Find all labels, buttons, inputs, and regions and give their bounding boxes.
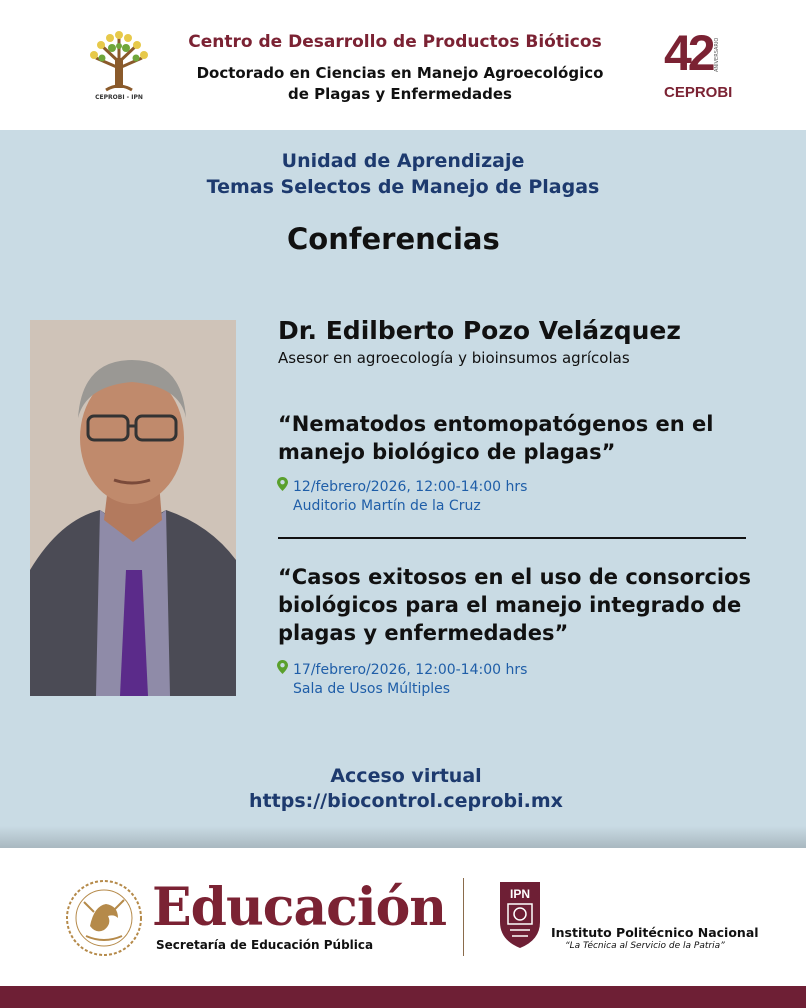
course-type: Unidad de Aprendizaje <box>281 150 525 172</box>
ceprobi-tree-logo <box>82 28 156 94</box>
virtual-access-link[interactable]: https://biocontrol.ceprobi.mx <box>249 790 563 812</box>
mexico-coat-of-arms <box>64 878 144 958</box>
ipn-name: Instituto Politécnico Nacional <box>551 925 759 940</box>
talk-divider <box>278 537 746 539</box>
panel-shadow <box>0 826 806 848</box>
bottom-bar <box>0 986 806 1008</box>
talk-title: “Nematodos entomopatógenos en el manejo biológico de plagas” <box>278 412 714 464</box>
anniversary-brand: CEPROBI <box>664 84 733 101</box>
speaker-photo <box>30 320 236 696</box>
location-pin-icon <box>277 477 288 491</box>
speaker-name: Dr. Edilberto Pozo Velázquez <box>278 316 681 345</box>
speaker-role: Asesor en agroecología y bioinsumos agrícolas <box>278 349 630 367</box>
virtual-access-label: Acceso virtual <box>330 765 482 787</box>
course-name: Temas Selectos de Manejo de Plagas <box>206 176 600 198</box>
anniversary-label: ANIVERSARIO <box>714 37 720 72</box>
location-pin-icon <box>277 660 288 674</box>
ipn-shield-logo <box>496 878 544 950</box>
educacion-wordmark: Educación <box>152 877 447 938</box>
program-title-line1: Doctorado en Ciencias en Manejo Agroecológico <box>196 64 604 82</box>
footer-divider <box>463 878 464 956</box>
sep-label: Secretaría de Educación Pública <box>156 938 374 952</box>
program-title-line2: de Plagas y Enfermedades <box>288 85 512 103</box>
section-title: Conferencias <box>287 222 500 256</box>
talk-venue: Sala de Usos Múltiples <box>293 681 451 697</box>
anniversary-number: 42 <box>664 25 712 81</box>
talk-title: “Casos exitosos en el uso de consorcios biológicos para el manejo integrado de plagas y enfermedades” <box>278 565 752 645</box>
talk-venue: Auditorio Martín de la Cruz <box>293 498 481 514</box>
talk-date: 17/febrero/2026, 12:00-14:00 hrs <box>293 662 528 678</box>
ipn-motto: “La Técnica al Servicio de la Patria” <box>565 941 725 951</box>
ceprobi-logo-caption: CEPROBI - IPN <box>95 94 143 101</box>
talk-date: 12/febrero/2026, 12:00-14:00 hrs <box>293 479 528 495</box>
svg-text:IPN: IPN <box>509 887 531 901</box>
center-name: Centro de Desarrollo de Productos Bióticos <box>188 32 602 52</box>
